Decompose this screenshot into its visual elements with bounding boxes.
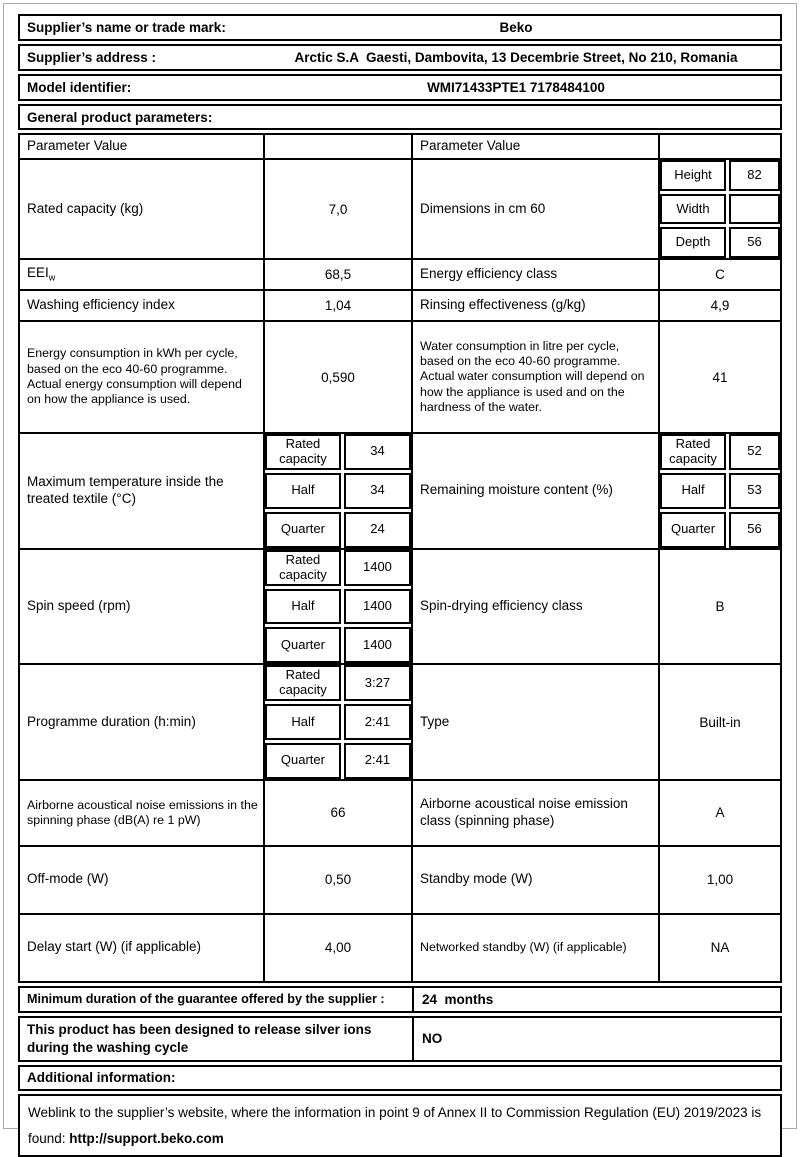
moisture-rated-value: 52 bbox=[729, 434, 780, 470]
energy-consumption-value: 0,590 bbox=[263, 322, 411, 432]
spin-half-label: Half bbox=[265, 589, 341, 625]
water-consumption-label: Water consumption in litre per cycle, based on the eco 40-60 programme. Actual water consumption will depend on how the appliance is used and on the hardness of the water. bbox=[411, 322, 658, 432]
consumption-row bbox=[20, 320, 780, 432]
noise-row bbox=[20, 779, 780, 845]
header-parameter-value-left: Parameter Value bbox=[27, 138, 128, 154]
networked-standby-label: Networked standby (W) (if applicable) bbox=[411, 915, 658, 981]
energy-class-label: Energy efficiency class bbox=[411, 260, 658, 289]
dimensions-depth-value: 56 bbox=[729, 227, 780, 258]
washing-index-value: 1,04 bbox=[263, 291, 411, 320]
spin-speed-row bbox=[20, 548, 780, 664]
max-temp-quarter-value: 24 bbox=[344, 512, 411, 548]
product-fiche-page bbox=[3, 3, 797, 1146]
header-empty-right bbox=[658, 135, 780, 158]
water-consumption-value: 41 bbox=[658, 322, 780, 432]
washing-index-label: Washing efficiency index bbox=[27, 297, 175, 313]
supplier-address-row bbox=[18, 44, 782, 71]
networked-standby-value: NA bbox=[658, 915, 780, 981]
general-parameters-table bbox=[18, 133, 782, 983]
weblink-row bbox=[18, 1094, 782, 1157]
guarantee-value: 24 months bbox=[412, 988, 780, 1011]
moisture-label: Remaining moisture content (%) bbox=[411, 434, 658, 548]
dimensions-depth-label: Depth bbox=[660, 227, 726, 258]
silver-ions-row bbox=[18, 1016, 782, 1062]
dimensions-height-label: Height bbox=[660, 160, 726, 191]
type-label: Type bbox=[411, 665, 658, 779]
max-temp-rated-label: Rated capacity bbox=[265, 434, 341, 470]
noise-label: Airborne acoustical noise emissions in the spinning phase (dB(A) re 1 pW) bbox=[27, 797, 258, 827]
eei-value: 68,5 bbox=[263, 260, 411, 289]
max-temp-half-value: 34 bbox=[344, 473, 411, 509]
max-temp-half-label: Half bbox=[265, 473, 341, 509]
weblink-text: Weblink to the supplier’s website, where the information in point 9 of Annex II to Commission Regulation (EU) 2019/2023 is found: bbox=[28, 1104, 762, 1146]
supplier-address-label: Supplier’s address : bbox=[27, 50, 157, 65]
washing-rinsing-row bbox=[20, 289, 780, 320]
supplier-address-value: Arctic S.A Gaesti, Dambovita, 13 Decembrie Street, No 210, Romania bbox=[294, 50, 738, 65]
header-empty-left bbox=[263, 135, 411, 158]
noise-value: 66 bbox=[263, 781, 411, 845]
spin-quarter-value: 1400 bbox=[344, 627, 411, 663]
model-identifier-value: WMI71433PTE1 7178484100 bbox=[427, 80, 605, 95]
guarantee-label: Minimum duration of the guarantee offered by the supplier : bbox=[27, 992, 385, 1007]
duration-half-value: 2:41 bbox=[344, 704, 411, 740]
duration-type-row bbox=[20, 663, 780, 779]
noise-class-value: A bbox=[658, 781, 780, 845]
model-identifier-row bbox=[18, 74, 782, 101]
additional-information-title: Additional information: bbox=[18, 1065, 782, 1091]
spin-quarter-label: Quarter bbox=[265, 627, 341, 663]
spin-speed-label: Spin speed (rpm) bbox=[27, 598, 131, 613]
dimensions-width-value bbox=[729, 194, 780, 225]
rinsing-label: Rinsing effectiveness (g/kg) bbox=[411, 291, 658, 320]
general-parameters-section-title: General product parameters: bbox=[18, 104, 782, 130]
max-temp-quarter-label: Quarter bbox=[265, 512, 341, 548]
duration-half-label: Half bbox=[265, 704, 341, 740]
model-identifier-label: Model identifier: bbox=[27, 80, 132, 95]
spin-speed-subtable bbox=[263, 550, 411, 664]
noise-class-label: Airborne acoustical noise emission class (spinning phase) bbox=[411, 781, 658, 845]
max-temperature-label: Maximum temperature inside the treated textile (°C) bbox=[27, 473, 224, 506]
spin-rated-label: Rated capacity bbox=[265, 550, 341, 586]
moisture-quarter-value: 56 bbox=[729, 512, 780, 548]
rinsing-value: 4,9 bbox=[658, 291, 780, 320]
spin-class-value: B bbox=[658, 550, 780, 664]
eei-energy-class-row bbox=[20, 258, 780, 289]
delay-start-label: Delay start (W) (if applicable) bbox=[27, 939, 202, 955]
silver-ions-value: NO bbox=[412, 1018, 780, 1060]
dimensions-height-value: 82 bbox=[729, 160, 780, 191]
standby-label: Standby mode (W) bbox=[411, 847, 658, 913]
duration-quarter-value: 2:41 bbox=[344, 743, 411, 779]
duration-subtable bbox=[263, 665, 411, 779]
energy-consumption-label: Energy consumption in kWh per cycle, based on the eco 40-60 programme. Actual energy consumption will depend on how the appliance is used. bbox=[27, 346, 242, 407]
weblink-url: http://support.beko.com bbox=[69, 1130, 224, 1146]
spin-half-value: 1400 bbox=[344, 589, 411, 625]
off-mode-label: Off-mode (W) bbox=[27, 871, 109, 887]
rated-capacity-value: 7,0 bbox=[263, 160, 411, 258]
dimensions-label: Dimensions in cm 60 bbox=[411, 160, 658, 258]
max-temp-rated-value: 34 bbox=[344, 434, 411, 470]
duration-label: Programme duration (h:min) bbox=[27, 713, 196, 729]
spin-class-label: Spin-drying efficiency class bbox=[411, 550, 658, 664]
rated-capacity-label: Rated capacity (kg) bbox=[27, 200, 144, 216]
delay-networked-row bbox=[20, 913, 780, 981]
dimensions-subtable bbox=[658, 160, 780, 258]
duration-rated-label: Rated capacity bbox=[265, 665, 341, 701]
supplier-name-row bbox=[18, 14, 782, 41]
off-mode-value: 0,50 bbox=[263, 847, 411, 913]
energy-class-value: C bbox=[658, 260, 780, 289]
capacity-dimensions-row bbox=[20, 158, 780, 258]
offmode-standby-row bbox=[20, 845, 780, 913]
standby-value: 1,00 bbox=[658, 847, 780, 913]
moisture-quarter-label: Quarter bbox=[660, 512, 726, 548]
moisture-subtable bbox=[658, 434, 780, 548]
silver-ions-label: This product has been designed to release silver ions during the washing cycle bbox=[27, 1022, 372, 1055]
eei-label: $EEI_w$ bbox=[27, 265, 56, 283]
table-header-row bbox=[20, 135, 780, 158]
moisture-rated-label: Rated capacity bbox=[660, 434, 726, 470]
moisture-half-label: Half bbox=[660, 473, 726, 509]
delay-start-value: 4,00 bbox=[263, 915, 411, 981]
spin-rated-value: 1400 bbox=[344, 550, 411, 586]
supplier-name-label: Supplier’s name or trade mark: bbox=[27, 20, 226, 35]
moisture-half-value: 53 bbox=[729, 473, 780, 509]
supplier-name-value: Beko bbox=[499, 20, 533, 35]
duration-rated-value: 3:27 bbox=[344, 665, 411, 701]
dimensions-width-label: Width bbox=[660, 194, 726, 225]
temperature-moisture-row bbox=[20, 432, 780, 548]
header-parameter-value-right: Parameter Value bbox=[411, 135, 658, 158]
type-value: Built-in bbox=[658, 665, 780, 779]
max-temperature-subtable bbox=[263, 434, 411, 548]
duration-quarter-label: Quarter bbox=[265, 743, 341, 779]
guarantee-row bbox=[18, 986, 782, 1013]
